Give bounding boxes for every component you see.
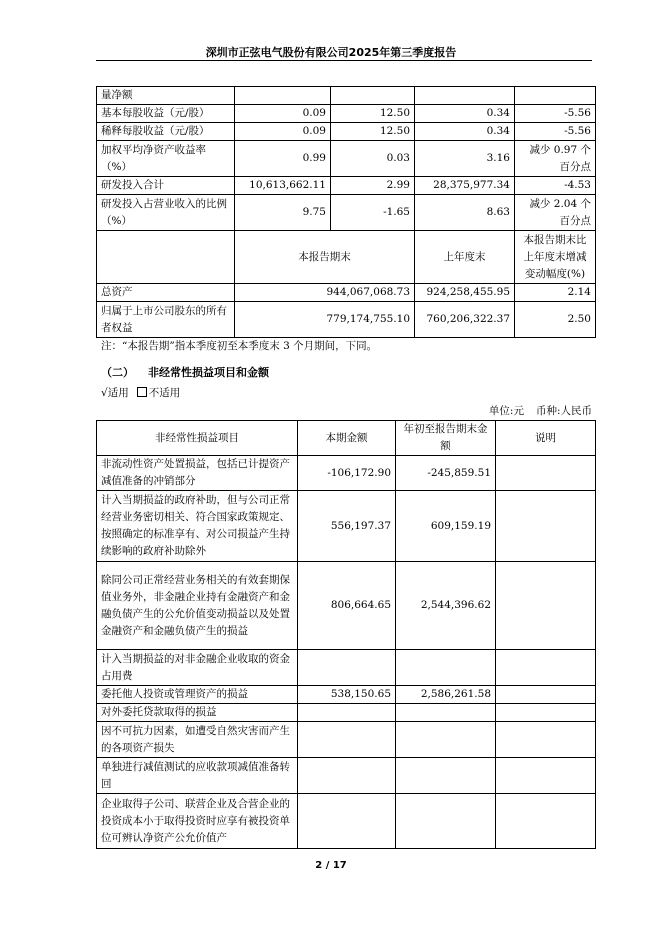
- row-label: 总资产: [97, 284, 235, 302]
- ytd-amount: 2,586,261.58: [396, 686, 496, 704]
- current-amount: 806,664.65: [298, 562, 396, 650]
- current-amount: [298, 722, 396, 758]
- prev-year-end-value: 924,258,455.95: [415, 284, 515, 302]
- ytd-value: 8.63: [415, 195, 515, 231]
- ytd-amount: [396, 650, 496, 686]
- column-header-ytd: 年初至报告期末金额: [396, 421, 496, 456]
- item-label: 委托他人投资或管理资产的损益: [97, 686, 298, 704]
- unit-line: [489, 403, 592, 418]
- item-label: 除同公司正常经营业务相关的有效套期保值业务外，非金融企业持有金融资产和金融负债产生的公允价值变动损益以及处置金融资产和金融负债产生的损益: [97, 562, 298, 650]
- current-amount: -106,172.90: [298, 456, 396, 491]
- change-value: 2.50: [515, 302, 596, 338]
- item-label: 计入当期损益的政府补助，但与公司正常经营业务密切相关、符合国家政策规定、按照确定的标准享有、对公司损益产生持续影响的政府补助除外: [97, 491, 298, 562]
- item-label: 因不可抗力因素，如遭受自然灾害而产生的各项资产损失: [97, 722, 298, 758]
- table-note: 注：“本报告期”指本季度初至本季度末 3 个月期间，下同。: [101, 340, 378, 352]
- table-subheader-row: [97, 231, 596, 284]
- ytd-value: 28,375,977.34: [415, 177, 515, 195]
- current-amount: 556,197.37: [298, 491, 396, 562]
- item-label: 单独进行减值测试的应收款项减值准备转回: [97, 758, 298, 794]
- item-note: [496, 704, 596, 722]
- ytd-value: [415, 87, 515, 105]
- change-pct: 2.99: [331, 177, 415, 195]
- table-row: [97, 650, 596, 686]
- unit-label: 单位:元: [488, 405, 524, 417]
- ytd-amount: 2,544,396.62: [396, 562, 496, 650]
- row-label: 稀释每股收益（元/股）: [97, 123, 235, 141]
- table-row: [97, 195, 596, 231]
- item-note: [496, 722, 596, 758]
- currency-label: 币种:人民币: [535, 405, 592, 417]
- row-label: 加权平均净资产收益率（%）: [97, 141, 235, 177]
- item-note: [496, 758, 596, 794]
- table-row: [97, 722, 596, 758]
- ytd-change-pct: -5.56: [515, 105, 596, 123]
- table-row: [97, 87, 596, 105]
- not-applicable-option: 不适用: [148, 387, 181, 399]
- ytd-amount: [396, 758, 496, 794]
- section-title: 非经常性损益项目和金额: [148, 366, 269, 379]
- table-row: [97, 758, 596, 794]
- current-amount: [298, 704, 396, 722]
- non-recurring-items-table: [96, 420, 596, 849]
- prev-year-end-value: 760,206,322.37: [415, 302, 515, 338]
- item-note: [496, 794, 596, 849]
- current-amount: [298, 650, 396, 686]
- table-row: [97, 177, 596, 195]
- current-value: 10,613,662.11: [235, 177, 331, 195]
- table-row: [97, 456, 596, 491]
- column-header-item: 非经常性损益项目: [97, 421, 298, 456]
- item-note: [496, 456, 596, 491]
- page-header: 深圳市正弦电气股份有限公司2025年第三季度报告: [205, 46, 457, 59]
- change-pct: -1.65: [331, 195, 415, 231]
- ytd-value: 0.34: [415, 123, 515, 141]
- row-label: 基本每股收益（元/股）: [97, 105, 235, 123]
- table-row: [97, 302, 596, 338]
- current-value: 0.99: [235, 141, 331, 177]
- current-value: 9.75: [235, 195, 331, 231]
- row-label: 研发投入合计: [97, 177, 235, 195]
- ytd-change-pct: -4.53: [515, 177, 596, 195]
- section-number: （二）: [101, 366, 134, 379]
- ytd-value: 0.34: [415, 105, 515, 123]
- item-label: 非流动性资产处置损益，包括已计提资产减值准备的冲销部分: [97, 456, 298, 491]
- current-amount: 538,150.65: [298, 686, 396, 704]
- column-header-prev-year-end: 上年度末: [415, 231, 515, 284]
- checkbox-icon: [137, 387, 147, 397]
- period-end-value: 779,174,755.10: [235, 302, 415, 338]
- ytd-change-pct: 减少 0.97 个百分点: [515, 141, 596, 177]
- header-rule: [96, 60, 592, 61]
- table-row: [97, 491, 596, 562]
- ytd-amount: [396, 794, 496, 849]
- item-note: [496, 491, 596, 562]
- blank-cell: [97, 231, 235, 284]
- period-end-value: 944,067,068.73: [235, 284, 415, 302]
- table-row: [97, 105, 596, 123]
- current-amount: [298, 758, 396, 794]
- row-label: 研发投入占营业收入的比例（%）: [97, 195, 235, 231]
- applicability-line: [101, 385, 180, 400]
- row-label: 量净额: [97, 87, 235, 105]
- row-label: 归属于上市公司股东的所有者权益: [97, 302, 235, 338]
- item-label: 企业取得子公司、联营企业及合营企业的投资成本小于取得投资时应享有被投资单位可辨认净资产公允价值产: [97, 794, 298, 849]
- table-row: [97, 141, 596, 177]
- item-note: [496, 686, 596, 704]
- table-row: [97, 284, 596, 302]
- ytd-amount: [396, 722, 496, 758]
- item-label: 对外委托贷款取得的损益: [97, 704, 298, 722]
- ytd-change-pct: [515, 87, 596, 105]
- financial-indicators-table: [96, 86, 596, 338]
- current-amount: [298, 794, 396, 849]
- change-pct: [331, 87, 415, 105]
- current-value: [235, 87, 331, 105]
- ytd-amount: 609,159.19: [396, 491, 496, 562]
- item-note: [496, 562, 596, 650]
- ytd-value: 3.16: [415, 141, 515, 177]
- current-value: 0.09: [235, 123, 331, 141]
- ytd-change-pct: 减少 2.04 个百分点: [515, 195, 596, 231]
- ytd-amount: -245,859.51: [396, 456, 496, 491]
- item-note: [496, 650, 596, 686]
- change-pct: 0.03: [331, 141, 415, 177]
- column-header-current: 本期金额: [298, 421, 396, 456]
- table-row: [97, 794, 596, 849]
- change-pct: 12.50: [331, 105, 415, 123]
- ytd-amount: [396, 704, 496, 722]
- column-header-note: 说明: [496, 421, 596, 456]
- current-value: 0.09: [235, 105, 331, 123]
- change-value: 2.14: [515, 284, 596, 302]
- applicable-option: √适用: [101, 387, 129, 399]
- column-header-change: 本报告期末比上年度末增减变动幅度(%): [515, 231, 596, 284]
- column-header-period-end: 本报告期末: [235, 231, 415, 284]
- table-header-row: [97, 421, 596, 456]
- change-pct: 12.50: [331, 123, 415, 141]
- table-row: [97, 562, 596, 650]
- table-row: [97, 123, 596, 141]
- table-row: [97, 704, 596, 722]
- section-heading: [101, 364, 269, 380]
- page-number: 2 / 17: [315, 860, 347, 871]
- table-row: [97, 686, 596, 704]
- ytd-change-pct: -5.56: [515, 123, 596, 141]
- item-label: 计入当期损益的对非金融企业收取的资金占用费: [97, 650, 298, 686]
